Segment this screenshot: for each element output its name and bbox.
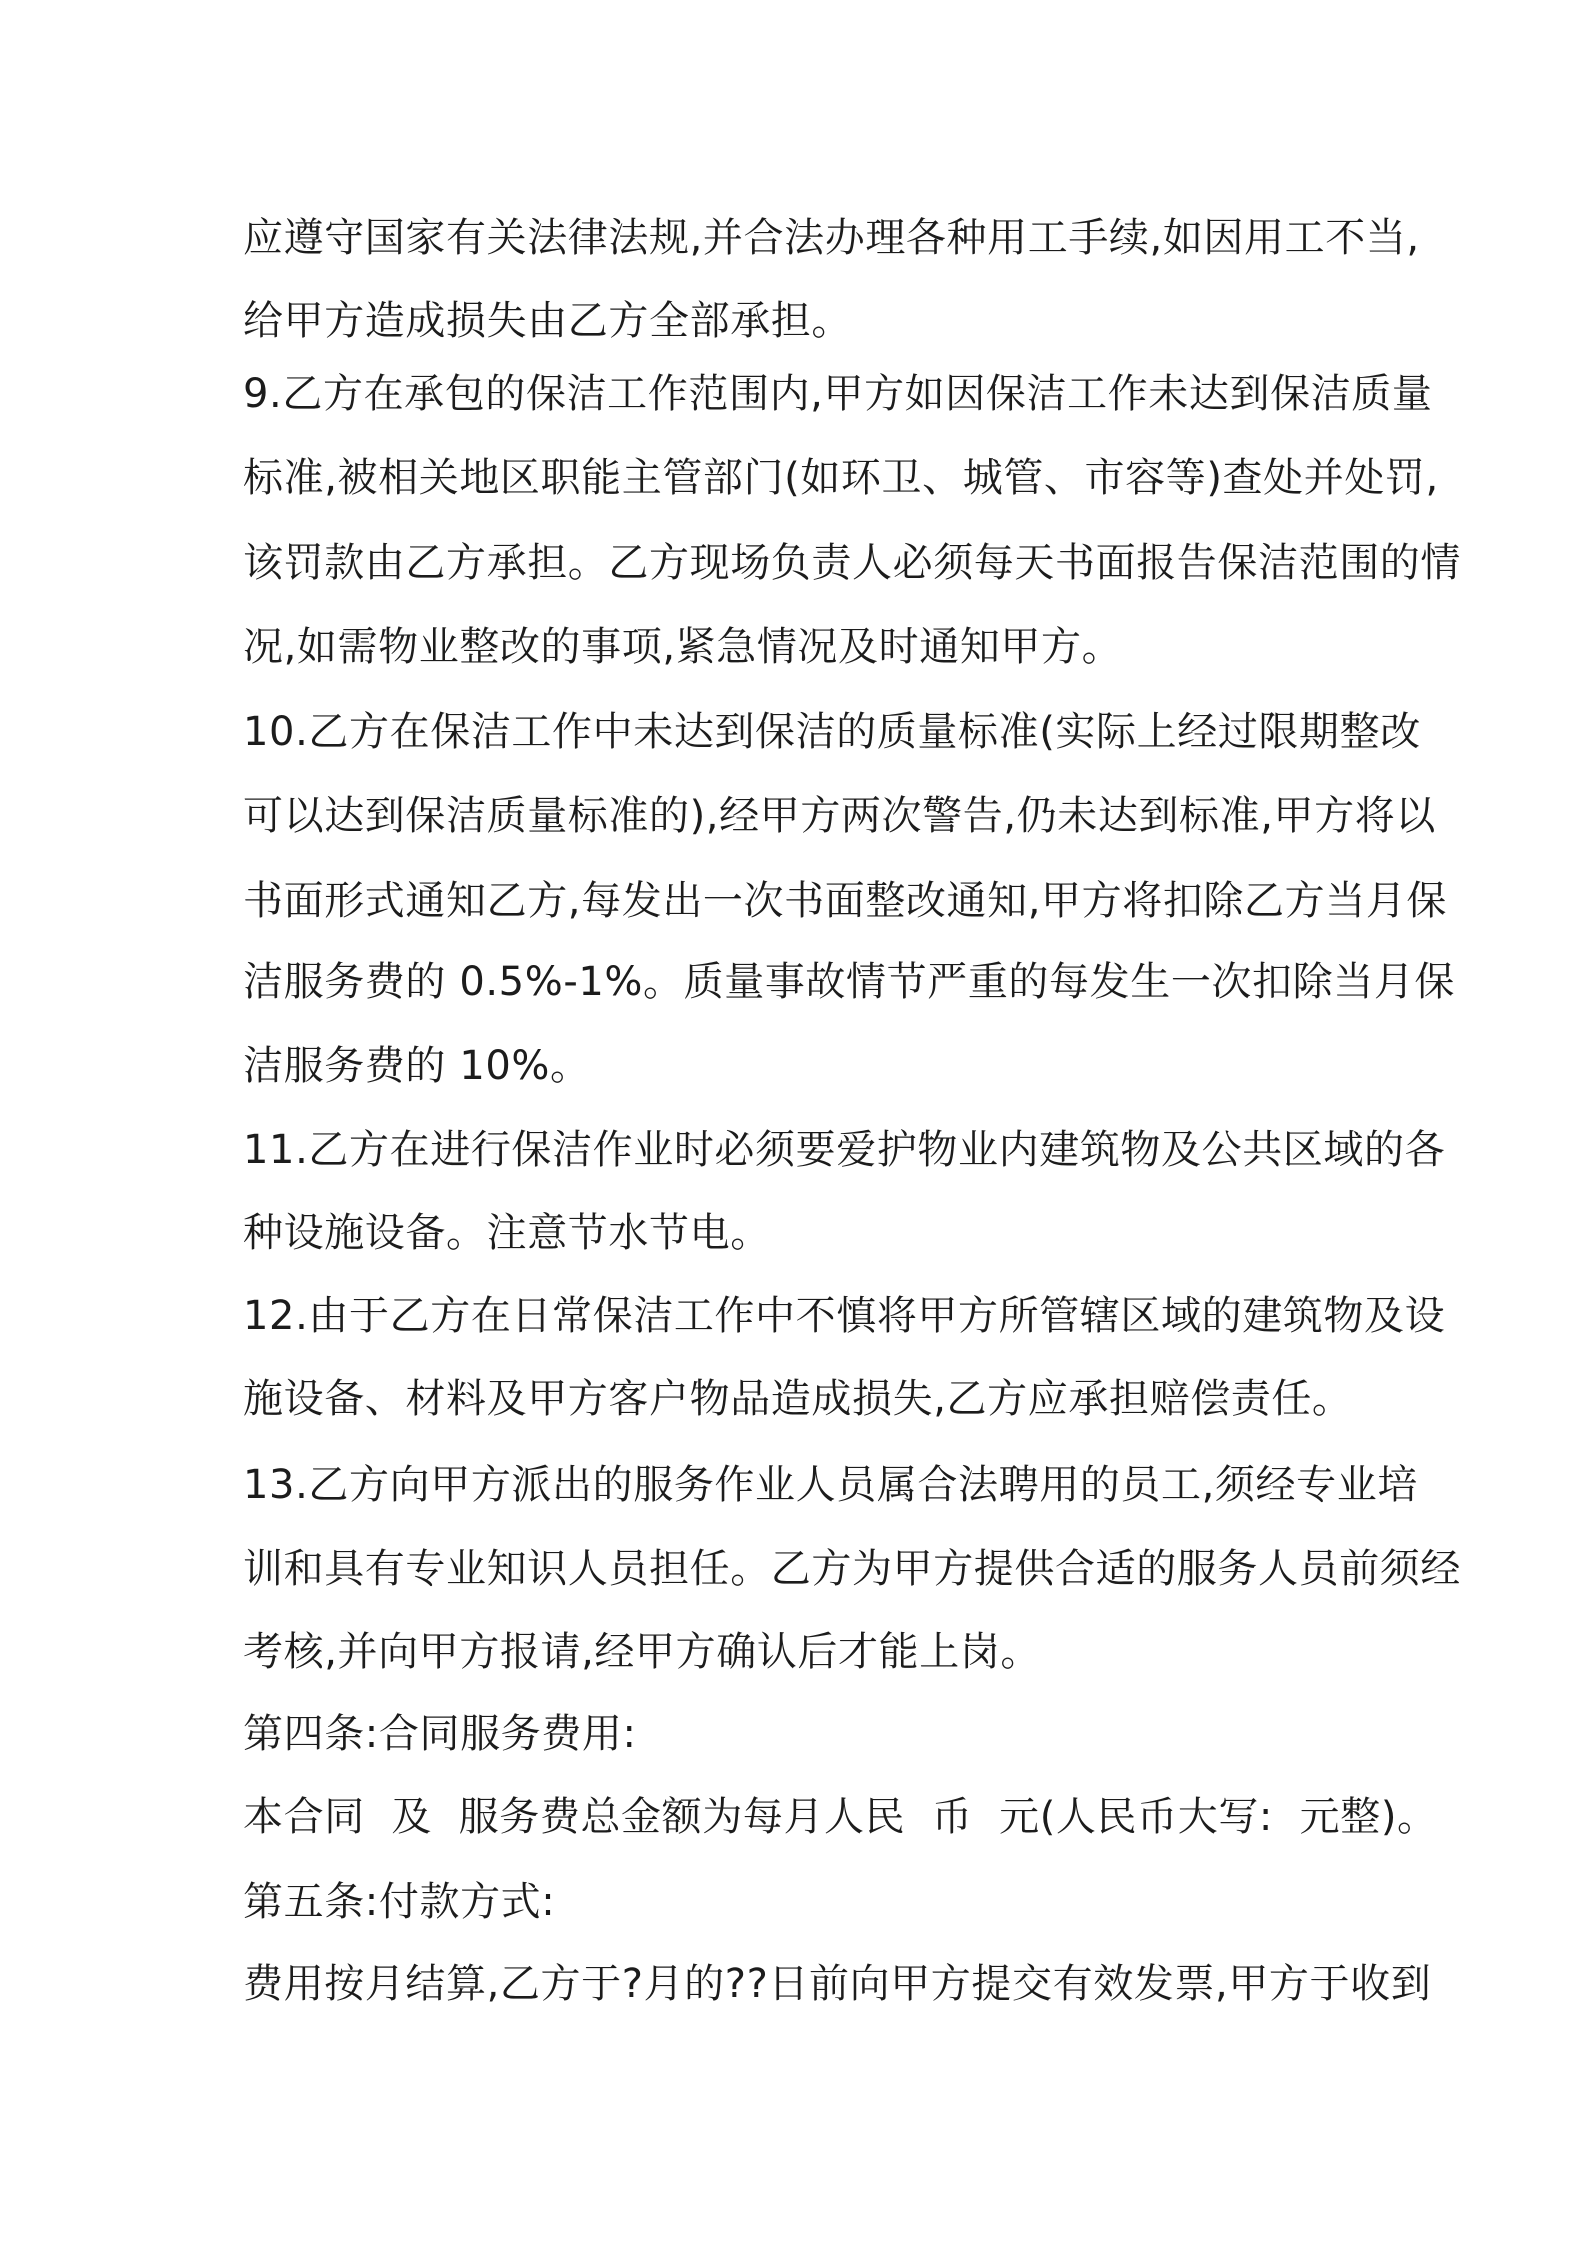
payment-terms-line: 费用按月结算,乙方于?月的??日前向甲方提交有效发票,甲方于收到: [243, 1961, 1432, 2007]
body-text-line: 洁服务费的 0.5%-1%。质量事故情节严重的每发生一次扣除当月保: [243, 959, 1456, 1005]
body-text-line: 况,如需物业整改的事项,紧急情况及时通知甲方。: [243, 624, 1123, 670]
article-4-heading: 第四条:合同服务费用:: [243, 1711, 637, 1757]
clause-13-text: 13.乙方向甲方派出的服务作业人员属合法聘用的员工,须经专业培: [243, 1462, 1418, 1508]
body-text-line: 给甲方造成损失由乙方全部承担。: [243, 298, 852, 344]
body-text-line: 施设备、材料及甲方客户物品造成损失,乙方应承担赔偿责任。: [243, 1376, 1353, 1422]
clause-10-text: 10.乙方在保洁工作中未达到保洁的质量标准(实际上经过限期整改: [243, 709, 1421, 755]
body-text-line: 训和具有专业知识人员担任。乙方为甲方提供合适的服务人员前须经: [243, 1546, 1461, 1592]
body-text-line: 标准,被相关地区职能主管部门(如环卫、城管、市容等)查处并处罚,: [243, 455, 1439, 501]
body-text-line: 种设施设备。注意节水节电。: [243, 1210, 771, 1256]
body-text-line: 书面形式通知乙方,每发出一次书面整改通知,甲方将扣除乙方当月保: [243, 878, 1448, 924]
clause-11-text: 11.乙方在进行保洁作业时必须要爱护物业内建筑物及公共区域的各: [243, 1127, 1446, 1173]
body-text-line: 应遵守国家有关法律法规,并合法办理各种用工手续,如因用工不当,: [243, 215, 1420, 261]
clause-12-text: 12.由于乙方在日常保洁工作中不慎将甲方所管辖区域的建筑物及设: [243, 1293, 1446, 1339]
body-text-line: 考核,并向甲方报请,经甲方确认后才能上岗。: [243, 1629, 1042, 1675]
service-fee-line: 本合同 及 服务费总金额为每月人民 币 元(人民币大写: 元整)。: [243, 1794, 1438, 1840]
clause-9-text: 9.乙方在承包的保洁工作范围内,甲方如因保洁工作未达到保洁质量: [243, 371, 1433, 417]
body-text-line: 可以达到保洁质量标准的),经甲方两次警告,仍未达到标准,甲方将以: [243, 793, 1436, 839]
body-text-line: 洁服务费的 10%。: [243, 1043, 591, 1089]
body-text-line: 该罚款由乙方承担。乙方现场负责人必须每天书面报告保洁范围的情: [243, 540, 1461, 586]
article-5-heading: 第五条:付款方式:: [243, 1879, 556, 1925]
